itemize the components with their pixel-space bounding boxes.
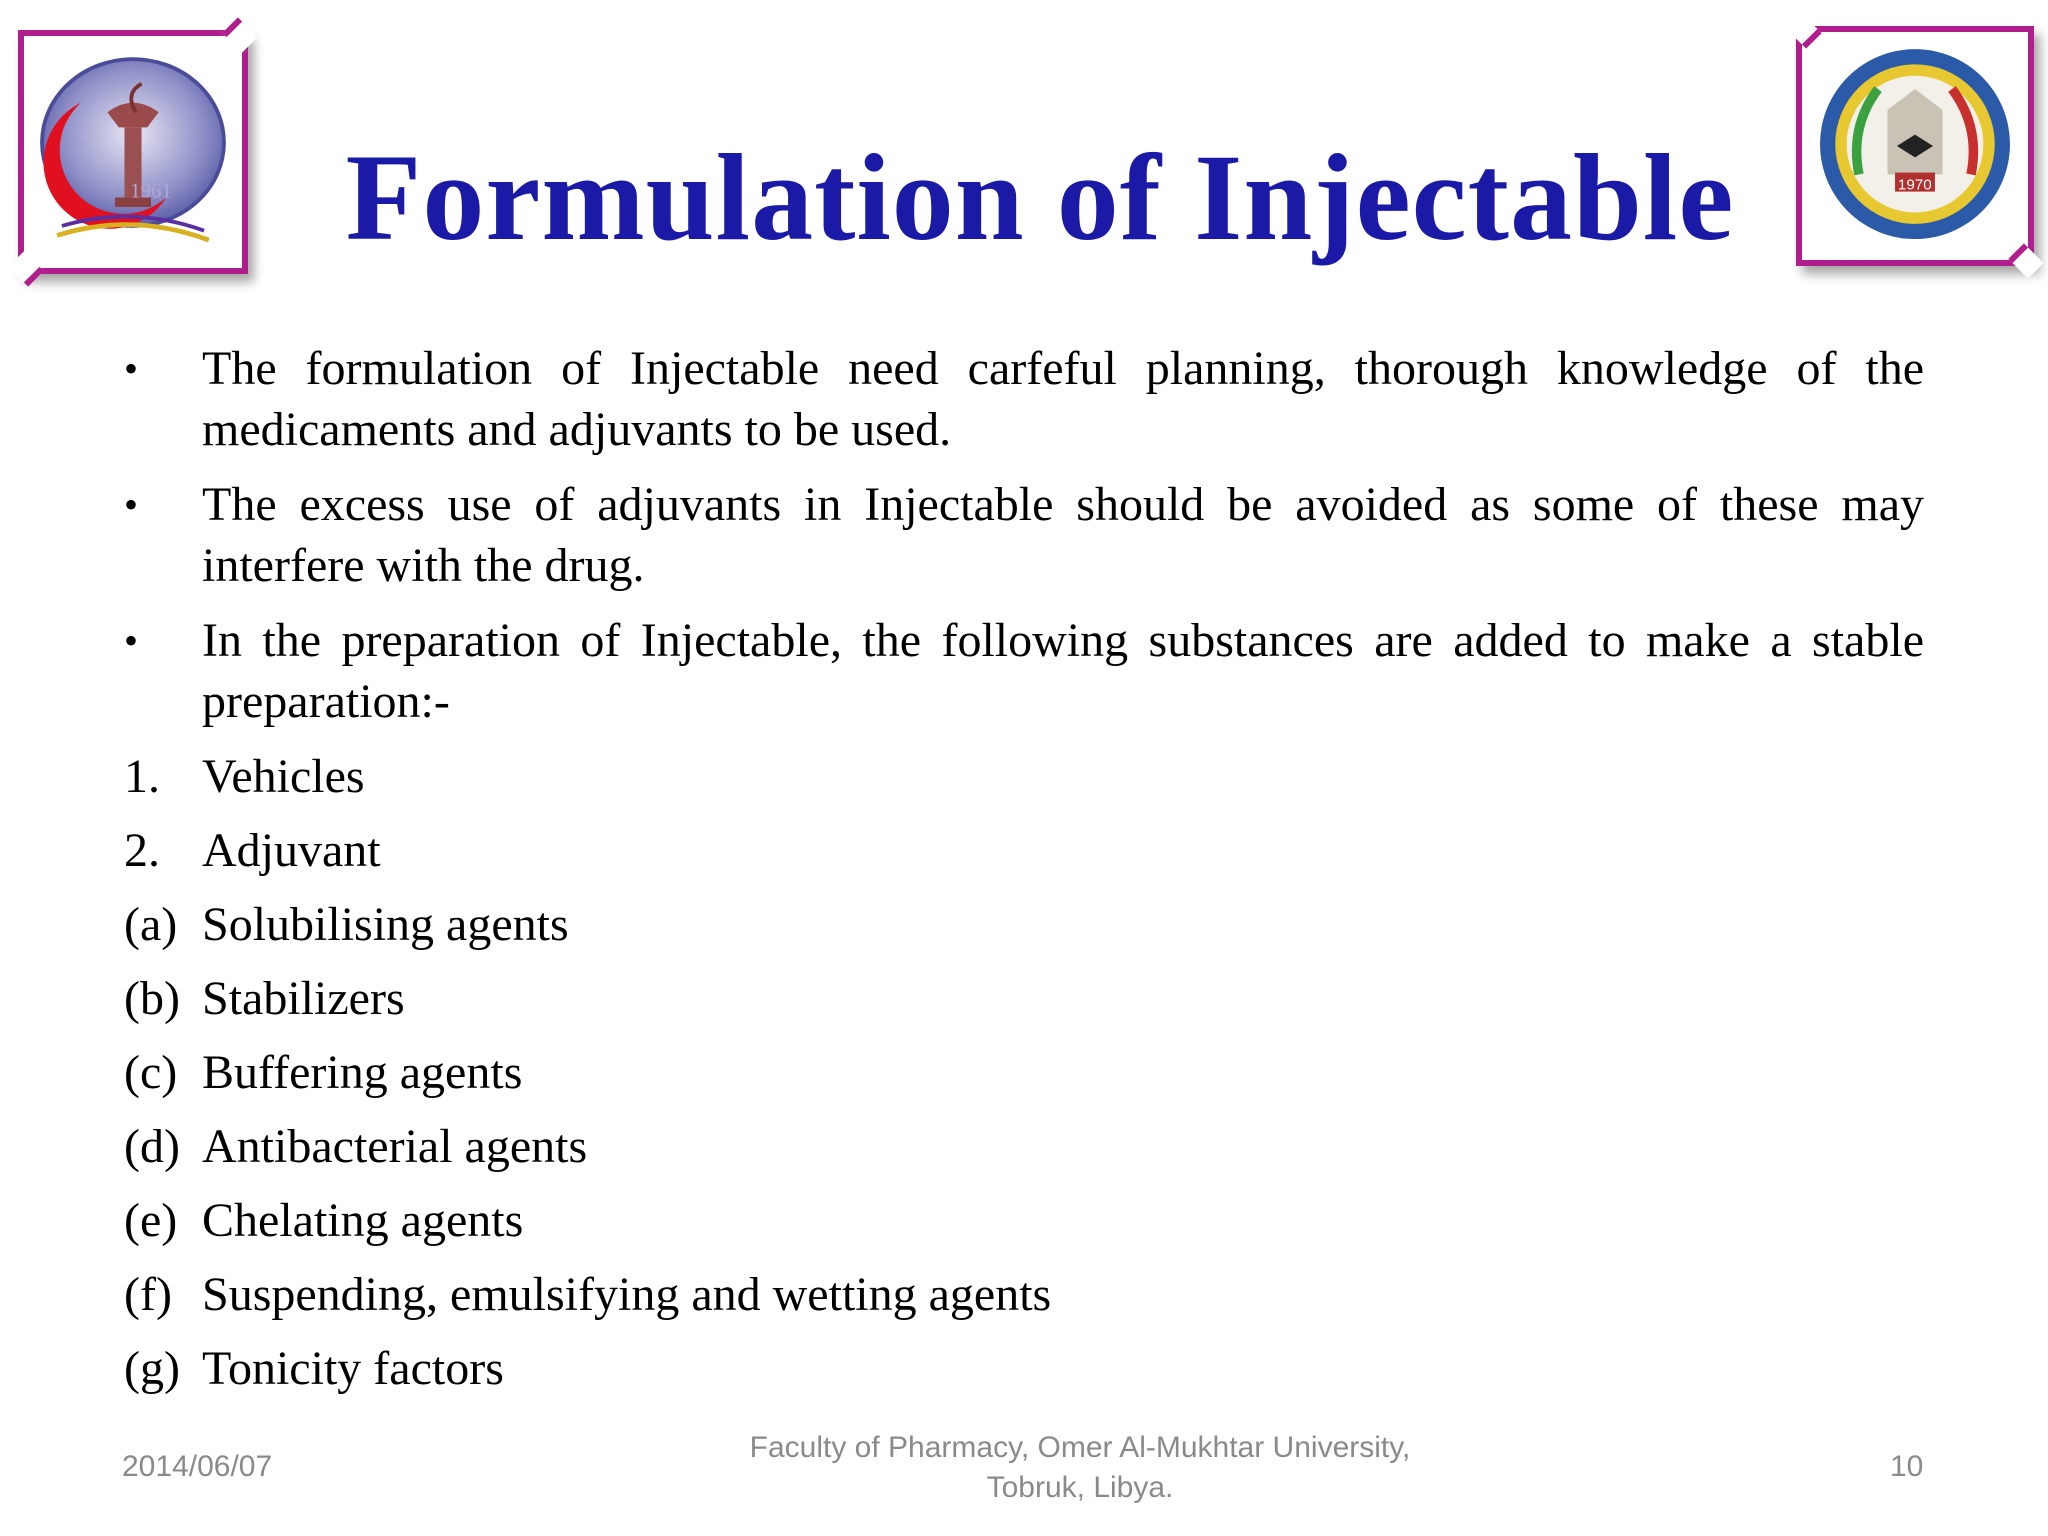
list-item	[118, 1338, 1924, 1412]
list-item	[118, 1042, 1924, 1116]
left-logo-year: 1961	[130, 178, 172, 203]
footer-page-number: 10	[1890, 1450, 1924, 1483]
footer-institution-line1: Faculty of Pharmacy, Omer Al-Mukhtar University,	[749, 1431, 1411, 1464]
list-text: Adjuvant	[202, 824, 381, 877]
list-text: Suspending, emulsifying and wetting agents	[202, 1268, 1052, 1321]
list-item	[118, 968, 1924, 1042]
list-marker: (b)	[124, 972, 180, 1025]
list-item	[118, 894, 1924, 968]
list-marker: (e)	[124, 1194, 178, 1247]
list-marker: (c)	[124, 1046, 178, 1099]
list-text: Vehicles	[202, 750, 365, 803]
university-seal-icon	[1802, 32, 2028, 260]
list-item	[118, 1116, 1924, 1190]
list-text: Tonicity factors	[202, 1342, 504, 1395]
list-marker: (d)	[124, 1120, 180, 1173]
bullet-symbol: •	[124, 618, 139, 663]
list-marker: 2.	[124, 824, 160, 877]
bullet-text: In the preparation of Injectable, the following substances are added to make a stable preparation:-	[202, 614, 1924, 728]
footer-institution-line2: Tobruk, Libya.	[986, 1471, 1174, 1504]
slide-title: Formulation of Injectable	[345, 129, 1735, 266]
pharmacy-emblem-icon	[24, 36, 242, 268]
list-text: Antibacterial agents	[202, 1120, 588, 1173]
bullet-text: The formulation of Injectable need carfeful planning, thorough knowledge of the medicaments and adjuvants to be used.	[202, 342, 1924, 456]
bullet-item	[118, 610, 1924, 732]
bullet-text: The excess use of adjuvants in Injectable should be avoided as some of these may interfere with the drug.	[202, 478, 1924, 592]
list-text: Buffering agents	[202, 1046, 523, 1099]
footer-date: 2014/06/07	[122, 1450, 273, 1483]
list-item	[118, 746, 1924, 820]
right-logo-year: 1970	[1897, 176, 1932, 194]
bullet-symbol: •	[124, 346, 139, 391]
list-item	[118, 1264, 1924, 1338]
list-marker: (f)	[124, 1268, 172, 1321]
list-marker: (a)	[124, 898, 178, 951]
list-marker: 1.	[124, 750, 160, 803]
bullet-symbol: •	[124, 482, 139, 527]
faculty-logo-left	[18, 30, 248, 274]
university-logo-right	[1796, 26, 2034, 266]
list-item	[118, 820, 1924, 894]
list-item	[118, 1190, 1924, 1264]
list-marker: (g)	[124, 1342, 180, 1395]
slide-content	[118, 338, 1924, 1412]
list-text: Solubilising agents	[202, 898, 569, 951]
list-text: Chelating agents	[202, 1194, 524, 1247]
bullet-item	[118, 338, 1924, 460]
bullet-item	[118, 474, 1924, 596]
footer-institution	[680, 1428, 1480, 1508]
list-text: Stabilizers	[202, 972, 405, 1025]
